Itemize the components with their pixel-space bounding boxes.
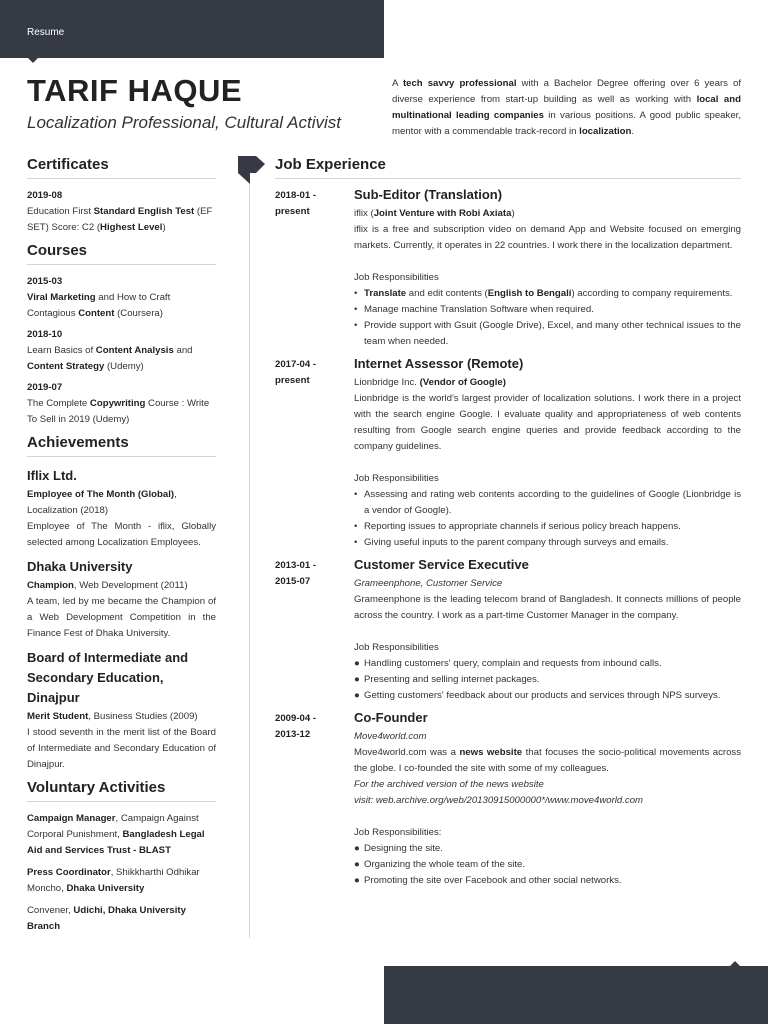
responsibilities-list [354, 487, 741, 551]
courses-heading: Courses [27, 242, 216, 265]
bullet-icon: ● [354, 658, 360, 669]
responsibility-item: ● Handling customers' query, complain and requests from inbound calls. [354, 656, 741, 672]
course-item [27, 274, 216, 322]
achievement-award: Employee of The Month (Global), Localization (2018) [27, 489, 177, 516]
certificate-date: 2019-08 [27, 190, 63, 201]
job-dates [275, 558, 345, 590]
voluntary-heading: Voluntary Activities [27, 779, 216, 802]
course-text: The Complete Copywriting Course : Write To Sell in 2019 (Udemy) [27, 398, 210, 425]
bullet-icon: ● [354, 690, 360, 701]
job-entry [275, 186, 741, 350]
bullet-icon: • [354, 489, 358, 500]
achievement-org: Iflix Ltd. [27, 468, 77, 483]
job-dates [275, 711, 345, 743]
job-title: Customer Service Executive [354, 557, 529, 572]
job-title: Co-Founder [354, 710, 428, 725]
bullet-icon: ● [354, 674, 360, 685]
achievement-desc: I stood seventh in the merit list of the Board of Intermediate and Secondary Education of Dinajpur. [27, 727, 216, 770]
achievement-desc: Employee of The Month - iflix, Globally selected among Localization Employees. [27, 521, 216, 548]
job-date-start: 2017-04 - [275, 359, 317, 370]
course-text: Learn Basics of Content Analysis and Content Strategy (Udemy) [27, 345, 193, 372]
responsibilities-heading: Job Responsibilities [354, 473, 439, 484]
course-text: Viral Marketing and How to Craft Contagious Content (Coursera) [27, 292, 171, 319]
course-item [27, 380, 216, 428]
bottom-banner-notch [730, 961, 740, 966]
job-body [354, 709, 741, 889]
responsibility-item: ● Getting customers' feedback about our products and services through NPS surveys. [354, 688, 741, 704]
summary-text: A tech savvy professional with a Bachelor Degree offering over 6 years of diverse experience from start-up building as well as working with local and multinational leading companies in various positions. A good public speaker, mentor with a commendable track-record in localization. [392, 78, 741, 137]
course-item [27, 327, 216, 375]
person-name: TARIF HAQUE [27, 73, 243, 108]
responsibilities-heading: Job Responsibilities: [354, 827, 442, 838]
job-company: Move4world.com [354, 731, 427, 742]
job-date-end: 2013-12 [275, 729, 311, 740]
bullet-icon: ● [354, 875, 360, 886]
achievement-org: Dhaka University [27, 559, 133, 574]
bullet-icon: • [354, 320, 358, 331]
bullet-icon: ● [354, 859, 360, 870]
achievements-heading: Achievements [27, 434, 216, 457]
voluntary-item: Campaign Manager, Campaign Against Corporal Punishment, Bangladesh Legal Aid and Services Trust - BLAST [27, 813, 205, 856]
courses-section [27, 242, 216, 428]
responsibility-item: • Manage machine Translation Software when required. [354, 302, 741, 318]
achievement-award: Merit Student, Business Studies (2009) [27, 711, 198, 722]
responsibilities-heading: Job Responsibilities [354, 642, 439, 653]
responsibilities-list [354, 841, 741, 889]
course-date: 2015-03 [27, 276, 63, 287]
experience-heading: Job Experience [275, 156, 741, 179]
certificate-text: Education First Standard English Test (EF SET) Score: C2 (Highest Level) [27, 206, 213, 233]
achievement-item [27, 557, 216, 642]
job-title: Sub-Editor (Translation) [354, 187, 503, 202]
section-flag-icon [238, 156, 265, 184]
person-title: Localization Professional, Cultural Activist [27, 113, 342, 132]
job-description: Grameenphone is the leading telecom brand of Bangladesh. It connects millions of people across the country. I work as a part-time Customer Manager in the company. [354, 594, 741, 621]
job-description: Lionbridge is the world's largest provider of localization solutions. I work there in a project with the search engine Google. I evaluate quality and appropriateness of web contents resulting from Google search engine queries and provide feedback according to the company guidelines. [354, 393, 741, 452]
job-date-start: 2013-01 - [275, 560, 317, 571]
certificates-heading: Certificates [27, 156, 216, 179]
top-banner-notch [28, 58, 38, 63]
responsibility-item: • Translate and edit contents (English to Bengali) according to company requirements. [354, 286, 741, 302]
responsibility-item: • Provide support with Gsuit (Google Drive), Excel, and many other technical issues to the team when needed. [354, 320, 741, 347]
job-dates [275, 188, 345, 220]
job-description: iflix is a free and subscription video on demand App and Website focused on emerging markets. Currently, it operates in 22 countries. I work there in the localization department. [354, 224, 741, 251]
responsibilities-list [354, 656, 741, 704]
top-banner [0, 0, 384, 58]
responsibility-item: ● Presenting and selling internet packages. [354, 672, 741, 688]
certificates-section [27, 156, 216, 236]
achievement-org: Board of Intermediate and Secondary Education, Dinajpur [27, 650, 189, 705]
voluntary-item: Convener, Udichi, Dhaka University Branch [27, 905, 186, 932]
bottom-banner [384, 966, 768, 1024]
responsibility-item: • Assessing and rating web contents according to the guidelines of Google (Lionbridge is a vendor of Google). [354, 489, 741, 516]
job-body [354, 186, 741, 350]
achievement-desc: A team, led by me became the Champion of a Web Development Competition in the Finance Fest of Dhaka University. [27, 596, 216, 639]
bullet-icon: • [354, 288, 358, 299]
course-date: 2019-07 [27, 382, 63, 393]
achievements-section [27, 434, 216, 773]
job-date-start: 2018-01 - [275, 190, 317, 201]
archive-url: visit: web.archive.org/web/20130915000000*/www.move4world.com [354, 795, 644, 806]
job-company: iflix (Joint Venture with Robi Axiata) [354, 208, 515, 219]
job-date-end: present [275, 375, 310, 386]
job-company: Lionbridge Inc. (Vendor of Google) [354, 377, 506, 388]
voluntary-item: Press Coordinator, Shikkharthi Odhikar Moncho, Dhaka University [27, 867, 200, 894]
right-column [275, 156, 741, 894]
responsibility-item: ● Promoting the site over Facebook and other social networks. [354, 873, 741, 889]
bullet-icon: • [354, 304, 358, 315]
responsibility-item: • Giving useful inputs to the parent company through surveys and emails. [354, 535, 741, 551]
job-body [354, 556, 741, 704]
achievement-item [27, 648, 216, 773]
job-date-end: present [275, 206, 310, 217]
timeline-line [249, 178, 250, 938]
responsibility-item: ● Organizing the whole team of the site. [354, 857, 741, 873]
bullet-icon: ● [354, 843, 360, 854]
job-entry [275, 709, 741, 889]
resume-label: Resume [27, 27, 65, 38]
responsibilities-heading: Job Responsibilities [354, 272, 439, 283]
voluntary-section [27, 779, 216, 935]
job-entry [275, 556, 741, 704]
job-body [354, 355, 741, 551]
responsibility-item: ● Designing the site. [354, 841, 741, 857]
job-description: Move4world.com was a news website that focuses the socio-political movements across the globe. I co-founded the site with some of my colleagues. [354, 747, 742, 774]
responsibilities-list [354, 286, 741, 350]
bullet-icon: • [354, 537, 358, 548]
achievement-award: Champion, Web Development (2011) [27, 580, 188, 591]
responsibility-item: • Reporting issues to appropriate channels if serious policy breach happens. [354, 519, 741, 535]
certificate-item [27, 188, 216, 236]
job-date-end: 2015-07 [275, 576, 311, 587]
job-title: Internet Assessor (Remote) [354, 356, 524, 371]
archive-note: For the archived version of the news website [354, 779, 544, 790]
achievement-item [27, 466, 216, 551]
job-dates [275, 357, 345, 389]
left-column [27, 156, 216, 940]
course-date: 2018-10 [27, 329, 63, 340]
job-entry [275, 355, 741, 551]
bullet-icon: • [354, 521, 358, 532]
job-company: Grameenphone, Customer Service [354, 578, 503, 589]
job-date-start: 2009-04 - [275, 713, 317, 724]
